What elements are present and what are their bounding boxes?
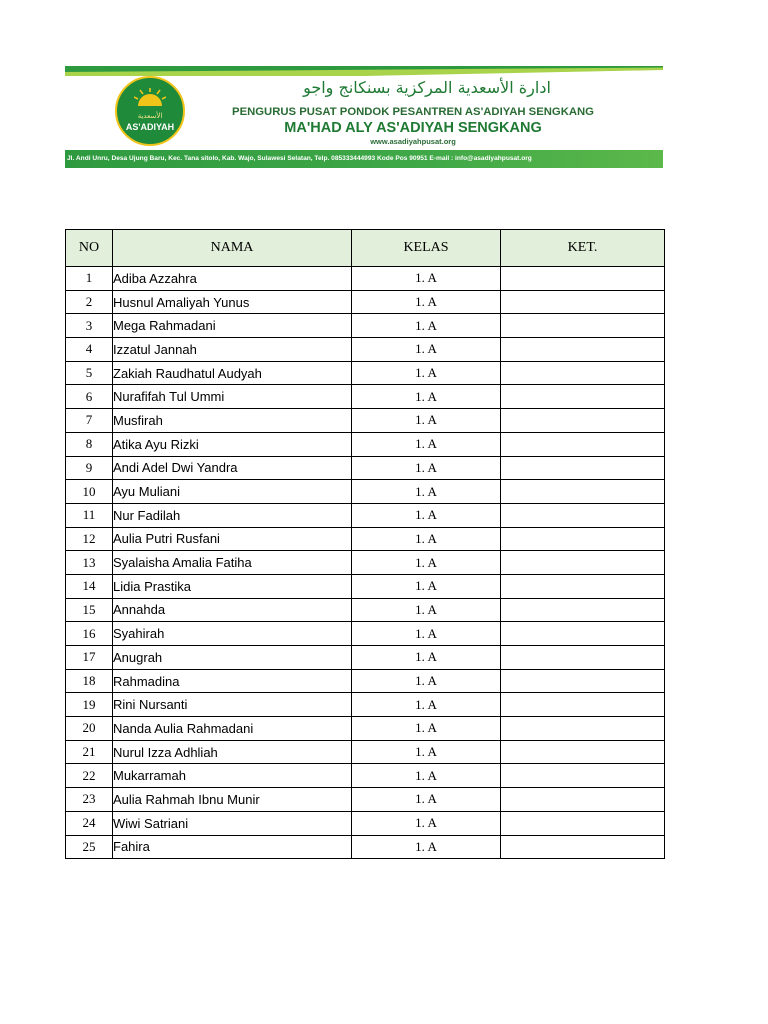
- cell-ket: [501, 456, 665, 480]
- cell-ket: [501, 574, 665, 598]
- header-nama: NAMA: [113, 230, 352, 267]
- cell-ket: [501, 267, 665, 291]
- cell-ket: [501, 480, 665, 504]
- cell-no: 8: [66, 432, 113, 456]
- cell-ket: [501, 669, 665, 693]
- cell-nama: Anugrah: [113, 646, 352, 670]
- cell-kelas: 1. A: [352, 764, 501, 788]
- table-row: [66, 598, 665, 622]
- cell-ket: [501, 835, 665, 859]
- table-row: [66, 740, 665, 764]
- cell-kelas: 1. A: [352, 646, 501, 670]
- cell-ket: [501, 409, 665, 433]
- cell-no: 24: [66, 811, 113, 835]
- cell-no: 17: [66, 646, 113, 670]
- cell-no: 2: [66, 290, 113, 314]
- table-row: [66, 622, 665, 646]
- cell-kelas: 1. A: [352, 314, 501, 338]
- letterhead-banner: [65, 66, 663, 168]
- cell-no: 3: [66, 314, 113, 338]
- cell-nama: Mega Rahmadani: [113, 314, 352, 338]
- cell-ket: [501, 290, 665, 314]
- cell-no: 4: [66, 338, 113, 362]
- cell-kelas: 1. A: [352, 527, 501, 551]
- cell-nama: Husnul Amaliyah Yunus: [113, 290, 352, 314]
- cell-ket: [501, 432, 665, 456]
- cell-nama: Nurafifah Tul Ummi: [113, 385, 352, 409]
- cell-ket: [501, 385, 665, 409]
- table-row: [66, 669, 665, 693]
- cell-ket: [501, 338, 665, 362]
- cell-nama: Syalaisha Amalia Fatiha: [113, 551, 352, 575]
- cell-kelas: 1. A: [352, 432, 501, 456]
- cell-ket: [501, 811, 665, 835]
- student-roster-table: [65, 229, 665, 859]
- letterhead-top-stripe: [65, 66, 663, 76]
- cell-ket: [501, 764, 665, 788]
- arabic-title: ادارة الأسعدية المركزية بسنكانج واجو: [303, 78, 551, 97]
- institution-logo: [115, 76, 185, 146]
- cell-no: 19: [66, 693, 113, 717]
- cell-no: 10: [66, 480, 113, 504]
- header-kelas: KELAS: [352, 230, 501, 267]
- cell-kelas: 1. A: [352, 361, 501, 385]
- cell-nama: Syahirah: [113, 622, 352, 646]
- cell-nama: Nur Fadilah: [113, 503, 352, 527]
- header-ket: KET.: [501, 230, 665, 267]
- cell-no: 9: [66, 456, 113, 480]
- cell-ket: [501, 717, 665, 741]
- cell-ket: [501, 598, 665, 622]
- cell-ket: [501, 622, 665, 646]
- cell-nama: Rahmadina: [113, 669, 352, 693]
- organization-name: PENGURUS PUSAT PONDOK PESANTREN AS'ADIYAH SENGKANG: [232, 106, 594, 118]
- table-row: [66, 480, 665, 504]
- cell-no: 16: [66, 622, 113, 646]
- table-row: [66, 456, 665, 480]
- cell-no: 7: [66, 409, 113, 433]
- cell-no: 1: [66, 267, 113, 291]
- cell-nama: Fahira: [113, 835, 352, 859]
- cell-kelas: 1. A: [352, 811, 501, 835]
- cell-no: 20: [66, 717, 113, 741]
- cell-no: 18: [66, 669, 113, 693]
- logo-arabic-text: الأسعدية: [137, 112, 163, 120]
- cell-ket: [501, 551, 665, 575]
- table-row: [66, 551, 665, 575]
- cell-nama: Lidia Prastika: [113, 574, 352, 598]
- cell-kelas: 1. A: [352, 385, 501, 409]
- cell-nama: Izzatul Jannah: [113, 338, 352, 362]
- cell-kelas: 1. A: [352, 551, 501, 575]
- institution-name: MA'HAD ALY AS'ADIYAH SENGKANG: [284, 120, 542, 136]
- table-row: [66, 503, 665, 527]
- cell-nama: Andi Adel Dwi Yandra: [113, 456, 352, 480]
- cell-nama: Annahda: [113, 598, 352, 622]
- cell-nama: Aulia Rahmah Ibnu Munir: [113, 788, 352, 812]
- table-row: [66, 314, 665, 338]
- table-row: [66, 811, 665, 835]
- table-row: [66, 338, 665, 362]
- table-row: [66, 788, 665, 812]
- cell-kelas: 1. A: [352, 788, 501, 812]
- cell-nama: Nanda Aulia Rahmadani: [113, 717, 352, 741]
- cell-no: 21: [66, 740, 113, 764]
- cell-kelas: 1. A: [352, 740, 501, 764]
- cell-no: 14: [66, 574, 113, 598]
- cell-kelas: 1. A: [352, 409, 501, 433]
- address-bar: [65, 150, 663, 168]
- cell-kelas: 1. A: [352, 574, 501, 598]
- cell-ket: [501, 693, 665, 717]
- logo-name-text: AS'ADIYAH: [125, 122, 175, 132]
- cell-ket: [501, 646, 665, 670]
- cell-no: 5: [66, 361, 113, 385]
- cell-kelas: 1. A: [352, 480, 501, 504]
- address-text: Jl. Andi Unru, Desa Ujung Baru, Kec. Tana sitolo, Kab. Wajo, Sulawesi Selatan, Telp. 085333444993 Kode Pos 90951 E-mail : info@asadiyahpusat.org: [67, 155, 532, 162]
- cell-nama: Ayu Muliani: [113, 480, 352, 504]
- cell-nama: Wiwi Satriani: [113, 811, 352, 835]
- website-link[interactable]: www.asadiyahpusat.org: [370, 137, 456, 146]
- table-row: [66, 432, 665, 456]
- table-row: [66, 361, 665, 385]
- cell-no: 13: [66, 551, 113, 575]
- table-row: [66, 835, 665, 859]
- cell-kelas: 1. A: [352, 503, 501, 527]
- sun-rays-icon: [134, 88, 166, 106]
- cell-kelas: 1. A: [352, 338, 501, 362]
- cell-kelas: 1. A: [352, 456, 501, 480]
- table-row: [66, 267, 665, 291]
- cell-no: 15: [66, 598, 113, 622]
- cell-nama: Rini Nursanti: [113, 693, 352, 717]
- cell-kelas: 1. A: [352, 267, 501, 291]
- cell-ket: [501, 527, 665, 551]
- cell-nama: Mukarramah: [113, 764, 352, 788]
- cell-ket: [501, 788, 665, 812]
- cell-no: 22: [66, 764, 113, 788]
- cell-nama: Nurul Izza Adhliah: [113, 740, 352, 764]
- cell-kelas: 1. A: [352, 622, 501, 646]
- cell-ket: [501, 740, 665, 764]
- cell-no: 12: [66, 527, 113, 551]
- cell-nama: Adiba Azzahra: [113, 267, 352, 291]
- cell-kelas: 1. A: [352, 290, 501, 314]
- cell-nama: Zakiah Raudhatul Audyah: [113, 361, 352, 385]
- cell-kelas: 1. A: [352, 669, 501, 693]
- cell-no: 25: [66, 835, 113, 859]
- table-row: [66, 717, 665, 741]
- cell-nama: Atika Ayu Rizki: [113, 432, 352, 456]
- table-body: [66, 267, 665, 859]
- cell-kelas: 1. A: [352, 835, 501, 859]
- cell-ket: [501, 503, 665, 527]
- cell-nama: Musfirah: [113, 409, 352, 433]
- cell-ket: [501, 314, 665, 338]
- cell-no: 11: [66, 503, 113, 527]
- cell-kelas: 1. A: [352, 717, 501, 741]
- cell-no: 6: [66, 385, 113, 409]
- header-no: NO: [66, 230, 113, 267]
- table-row: [66, 764, 665, 788]
- cell-no: 23: [66, 788, 113, 812]
- table-row: [66, 290, 665, 314]
- cell-nama: Aulia Putri Rusfani: [113, 527, 352, 551]
- table-row: [66, 646, 665, 670]
- cell-kelas: 1. A: [352, 693, 501, 717]
- table-row: [66, 527, 665, 551]
- table-header-row: [66, 230, 665, 267]
- table-row: [66, 693, 665, 717]
- cell-ket: [501, 361, 665, 385]
- cell-kelas: 1. A: [352, 598, 501, 622]
- table-row: [66, 385, 665, 409]
- table-row: [66, 409, 665, 433]
- table-row: [66, 574, 665, 598]
